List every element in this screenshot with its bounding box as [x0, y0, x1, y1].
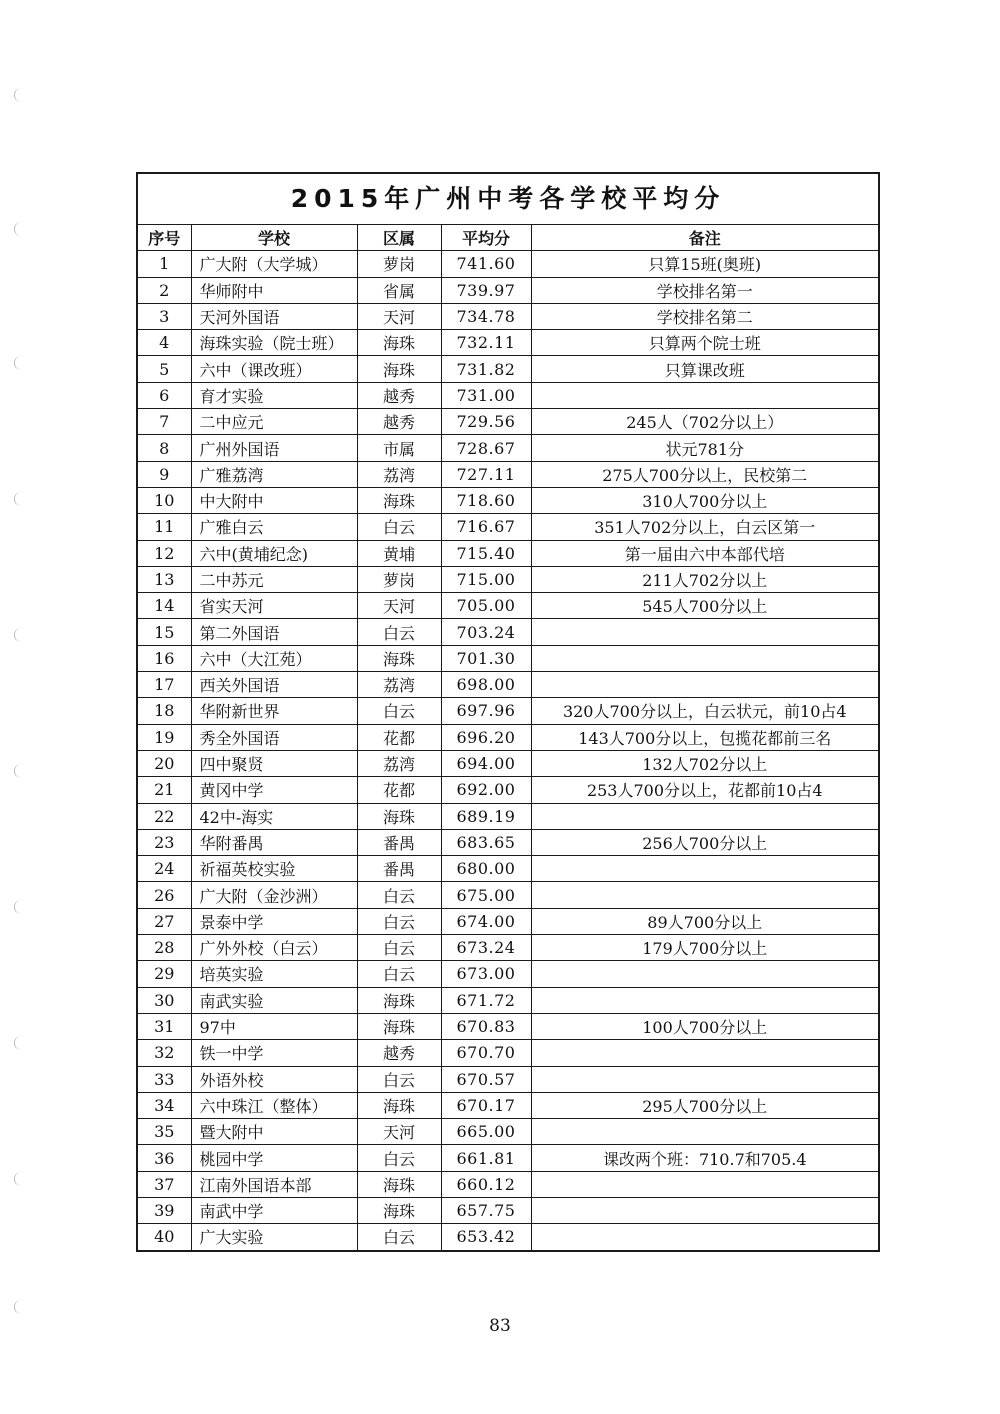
cell-note [531, 1040, 878, 1066]
cell-no: 29 [138, 961, 191, 987]
cell-note: 学校排名第一 [531, 277, 878, 303]
cell-score: 653.42 [441, 1224, 531, 1250]
cell-no: 17 [138, 672, 191, 698]
cell-no: 23 [138, 829, 191, 855]
table-row [138, 593, 878, 619]
table-row [138, 803, 878, 829]
cell-district: 白云 [357, 698, 441, 724]
cell-no: 30 [138, 987, 191, 1013]
cell-note: 状元781分 [531, 435, 878, 461]
cell-district: 海珠 [357, 645, 441, 671]
table-row [138, 1197, 878, 1223]
table-row [138, 277, 878, 303]
cell-school: 二中应元 [191, 409, 357, 435]
cell-district: 海珠 [357, 803, 441, 829]
cell-score: 660.12 [441, 1171, 531, 1197]
cell-district: 白云 [357, 935, 441, 961]
header-note: 备注 [531, 225, 878, 251]
cell-district: 市属 [357, 435, 441, 461]
table-row [138, 619, 878, 645]
punch-mark [14, 492, 23, 506]
cell-district: 海珠 [357, 330, 441, 356]
cell-school: 华附番禺 [191, 829, 357, 855]
cell-school: 桃园中学 [191, 1145, 357, 1171]
cell-note: 132人702分以上 [531, 750, 878, 776]
cell-school: 第二外国语 [191, 619, 357, 645]
cell-no: 16 [138, 645, 191, 671]
score-table [138, 225, 878, 1250]
cell-school: 二中苏元 [191, 566, 357, 592]
cell-note [531, 1119, 878, 1145]
table-row [138, 1040, 878, 1066]
cell-district: 越秀 [357, 382, 441, 408]
table-row [138, 1013, 878, 1039]
cell-no: 31 [138, 1013, 191, 1039]
cell-score: 727.11 [441, 461, 531, 487]
cell-district: 黄埔 [357, 540, 441, 566]
cell-district: 萝岗 [357, 566, 441, 592]
table-row [138, 698, 878, 724]
table-row [138, 382, 878, 408]
header-no: 序号 [138, 225, 191, 251]
cell-school: 景泰中学 [191, 908, 357, 934]
cell-district: 海珠 [357, 1197, 441, 1223]
cell-note: 320人700分以上，白云状元，前10占4 [531, 698, 878, 724]
page-number: 83 [489, 1316, 511, 1336]
cell-score: 670.57 [441, 1066, 531, 1092]
cell-district: 荔湾 [357, 461, 441, 487]
cell-district: 海珠 [357, 1013, 441, 1039]
cell-no: 15 [138, 619, 191, 645]
cell-district: 白云 [357, 908, 441, 934]
table-row [138, 882, 878, 908]
cell-school: 育才实验 [191, 382, 357, 408]
table-row [138, 251, 878, 277]
cell-no: 12 [138, 540, 191, 566]
cell-note [531, 645, 878, 671]
cell-note: 第一届由六中本部代培 [531, 540, 878, 566]
cell-score: 675.00 [441, 882, 531, 908]
cell-district: 白云 [357, 1145, 441, 1171]
cell-note [531, 382, 878, 408]
cell-school: 六中(黄埔纪念) [191, 540, 357, 566]
cell-district: 荔湾 [357, 750, 441, 776]
cell-no: 20 [138, 750, 191, 776]
cell-district: 天河 [357, 1119, 441, 1145]
punch-mark [14, 88, 23, 102]
cell-school: 外语外校 [191, 1066, 357, 1092]
cell-note: 只算两个院士班 [531, 330, 878, 356]
cell-score: 680.00 [441, 856, 531, 882]
score-table-container [136, 172, 880, 1252]
cell-score: 670.17 [441, 1092, 531, 1118]
cell-no: 27 [138, 908, 191, 934]
cell-district: 海珠 [357, 487, 441, 513]
cell-district: 番禺 [357, 856, 441, 882]
cell-note: 295人700分以上 [531, 1092, 878, 1118]
cell-school: 广雅白云 [191, 514, 357, 540]
cell-no: 8 [138, 435, 191, 461]
cell-school: 海珠实验（院士班） [191, 330, 357, 356]
cell-school: 华师附中 [191, 277, 357, 303]
cell-no: 11 [138, 514, 191, 540]
cell-district: 花都 [357, 777, 441, 803]
punch-mark [14, 1036, 23, 1050]
cell-district: 海珠 [357, 1171, 441, 1197]
cell-district: 海珠 [357, 1092, 441, 1118]
cell-score: 657.75 [441, 1197, 531, 1223]
cell-note: 211人702分以上 [531, 566, 878, 592]
cell-score: 692.00 [441, 777, 531, 803]
cell-no: 24 [138, 856, 191, 882]
cell-school: 四中聚贤 [191, 750, 357, 776]
cell-no: 40 [138, 1224, 191, 1250]
table-row [138, 566, 878, 592]
cell-no: 22 [138, 803, 191, 829]
cell-note: 只算课改班 [531, 356, 878, 382]
cell-note: 245人（702分以上） [531, 409, 878, 435]
punch-mark [14, 764, 23, 778]
cell-score: 670.83 [441, 1013, 531, 1039]
cell-school: 六中（课改班） [191, 356, 357, 382]
cell-no: 3 [138, 303, 191, 329]
cell-score: 741.60 [441, 251, 531, 277]
cell-school: 广外外校（白云） [191, 935, 357, 961]
cell-no: 26 [138, 882, 191, 908]
cell-no: 5 [138, 356, 191, 382]
cell-no: 7 [138, 409, 191, 435]
cell-note: 课改两个班：710.7和705.4 [531, 1145, 878, 1171]
cell-no: 18 [138, 698, 191, 724]
cell-score: 732.11 [441, 330, 531, 356]
cell-score: 689.19 [441, 803, 531, 829]
cell-score: 703.24 [441, 619, 531, 645]
cell-no: 6 [138, 382, 191, 408]
table-row [138, 409, 878, 435]
cell-note: 253人700分以上，花都前10占4 [531, 777, 878, 803]
table-row [138, 330, 878, 356]
punch-mark [14, 222, 23, 236]
cell-note [531, 619, 878, 645]
cell-no: 4 [138, 330, 191, 356]
cell-note [531, 1224, 878, 1250]
cell-no: 14 [138, 593, 191, 619]
cell-note: 只算15班(奥班) [531, 251, 878, 277]
header-district: 区属 [357, 225, 441, 251]
cell-no: 10 [138, 487, 191, 513]
cell-school: 天河外国语 [191, 303, 357, 329]
cell-no: 39 [138, 1197, 191, 1223]
cell-score: 734.78 [441, 303, 531, 329]
cell-note: 275人700分以上，民校第二 [531, 461, 878, 487]
table-row [138, 724, 878, 750]
cell-district: 省属 [357, 277, 441, 303]
table-row [138, 303, 878, 329]
cell-score: 715.00 [441, 566, 531, 592]
table-row [138, 1119, 878, 1145]
cell-score: 670.70 [441, 1040, 531, 1066]
cell-note: 256人700分以上 [531, 829, 878, 855]
cell-district: 天河 [357, 303, 441, 329]
cell-district: 花都 [357, 724, 441, 750]
cell-school: 华附新世界 [191, 698, 357, 724]
cell-score: 731.82 [441, 356, 531, 382]
cell-note [531, 987, 878, 1013]
cell-score: 673.24 [441, 935, 531, 961]
cell-no: 19 [138, 724, 191, 750]
cell-note: 310人700分以上 [531, 487, 878, 513]
table-row [138, 1171, 878, 1197]
table-row [138, 961, 878, 987]
header-school: 学校 [191, 225, 357, 251]
cell-district: 越秀 [357, 409, 441, 435]
cell-no: 1 [138, 251, 191, 277]
cell-school: 西关外国语 [191, 672, 357, 698]
cell-school: 祈福英校实验 [191, 856, 357, 882]
cell-school: 42中-海实 [191, 803, 357, 829]
punch-mark [14, 356, 23, 370]
header-score: 平均分 [441, 225, 531, 251]
cell-school: 广州外国语 [191, 435, 357, 461]
table-row [138, 672, 878, 698]
cell-school: 黄冈中学 [191, 777, 357, 803]
cell-note [531, 882, 878, 908]
cell-district: 海珠 [357, 987, 441, 1013]
cell-no: 32 [138, 1040, 191, 1066]
table-header-row [138, 225, 878, 251]
cell-score: 665.00 [441, 1119, 531, 1145]
cell-note: 179人700分以上 [531, 935, 878, 961]
cell-score: 694.00 [441, 750, 531, 776]
page-title: 2015年广州中考各学校平均分 [138, 174, 878, 225]
cell-district: 荔湾 [357, 672, 441, 698]
cell-school: 南武实验 [191, 987, 357, 1013]
cell-school: 铁一中学 [191, 1040, 357, 1066]
table-row [138, 540, 878, 566]
cell-no: 9 [138, 461, 191, 487]
cell-score: 715.40 [441, 540, 531, 566]
cell-school: 培英实验 [191, 961, 357, 987]
cell-no: 35 [138, 1119, 191, 1145]
cell-district: 白云 [357, 882, 441, 908]
cell-district: 越秀 [357, 1040, 441, 1066]
cell-no: 33 [138, 1066, 191, 1092]
cell-district: 天河 [357, 593, 441, 619]
table-row [138, 461, 878, 487]
cell-note: 89人700分以上 [531, 908, 878, 934]
punch-mark [14, 628, 23, 642]
cell-score: 671.72 [441, 987, 531, 1013]
cell-school: 广大附（金沙洲） [191, 882, 357, 908]
cell-note: 100人700分以上 [531, 1013, 878, 1039]
cell-district: 白云 [357, 1224, 441, 1250]
table-row [138, 1066, 878, 1092]
punch-mark [14, 900, 23, 914]
table-row [138, 356, 878, 382]
cell-note [531, 803, 878, 829]
cell-district: 萝岗 [357, 251, 441, 277]
cell-score: 661.81 [441, 1145, 531, 1171]
cell-no: 2 [138, 277, 191, 303]
table-row [138, 829, 878, 855]
table-row [138, 987, 878, 1013]
punch-mark [14, 1172, 23, 1186]
table-row [138, 487, 878, 513]
cell-note [531, 1197, 878, 1223]
cell-note [531, 1066, 878, 1092]
cell-score: 701.30 [441, 645, 531, 671]
cell-score: 728.67 [441, 435, 531, 461]
table-row [138, 1092, 878, 1118]
cell-note: 学校排名第二 [531, 303, 878, 329]
table-row [138, 645, 878, 671]
punch-mark [14, 1300, 23, 1314]
cell-score: 731.00 [441, 382, 531, 408]
cell-no: 28 [138, 935, 191, 961]
cell-score: 705.00 [441, 593, 531, 619]
cell-score: 696.20 [441, 724, 531, 750]
cell-school: 97中 [191, 1013, 357, 1039]
cell-score: 718.60 [441, 487, 531, 513]
cell-score: 716.67 [441, 514, 531, 540]
cell-score: 673.00 [441, 961, 531, 987]
cell-school: 江南外国语本部 [191, 1171, 357, 1197]
cell-district: 海珠 [357, 356, 441, 382]
table-row [138, 435, 878, 461]
cell-note [531, 672, 878, 698]
cell-score: 683.65 [441, 829, 531, 855]
cell-note [531, 1171, 878, 1197]
cell-district: 白云 [357, 961, 441, 987]
cell-school: 广雅荔湾 [191, 461, 357, 487]
cell-no: 13 [138, 566, 191, 592]
table-row [138, 514, 878, 540]
cell-school: 省实天河 [191, 593, 357, 619]
cell-note: 545人700分以上 [531, 593, 878, 619]
table-row [138, 1145, 878, 1171]
cell-school: 暨大附中 [191, 1119, 357, 1145]
cell-no: 37 [138, 1171, 191, 1197]
table-row [138, 908, 878, 934]
cell-note [531, 961, 878, 987]
cell-school: 六中（大江苑） [191, 645, 357, 671]
cell-no: 21 [138, 777, 191, 803]
cell-score: 729.56 [441, 409, 531, 435]
table-row [138, 856, 878, 882]
cell-score: 739.97 [441, 277, 531, 303]
cell-note [531, 856, 878, 882]
table-body [138, 251, 878, 1250]
cell-school: 秀全外国语 [191, 724, 357, 750]
cell-school: 广大实验 [191, 1224, 357, 1250]
cell-score: 698.00 [441, 672, 531, 698]
cell-school: 广大附（大学城） [191, 251, 357, 277]
cell-no: 34 [138, 1092, 191, 1118]
table-row [138, 750, 878, 776]
cell-score: 697.96 [441, 698, 531, 724]
cell-note: 351人702分以上，白云区第一 [531, 514, 878, 540]
cell-district: 白云 [357, 514, 441, 540]
cell-note: 143人700分以上，包揽花都前三名 [531, 724, 878, 750]
cell-school: 中大附中 [191, 487, 357, 513]
cell-school: 六中珠江（整体） [191, 1092, 357, 1118]
cell-score: 674.00 [441, 908, 531, 934]
table-row [138, 777, 878, 803]
cell-district: 白云 [357, 1066, 441, 1092]
table-row [138, 935, 878, 961]
cell-district: 番禺 [357, 829, 441, 855]
cell-school: 南武中学 [191, 1197, 357, 1223]
cell-district: 白云 [357, 619, 441, 645]
cell-no: 36 [138, 1145, 191, 1171]
table-row [138, 1224, 878, 1250]
